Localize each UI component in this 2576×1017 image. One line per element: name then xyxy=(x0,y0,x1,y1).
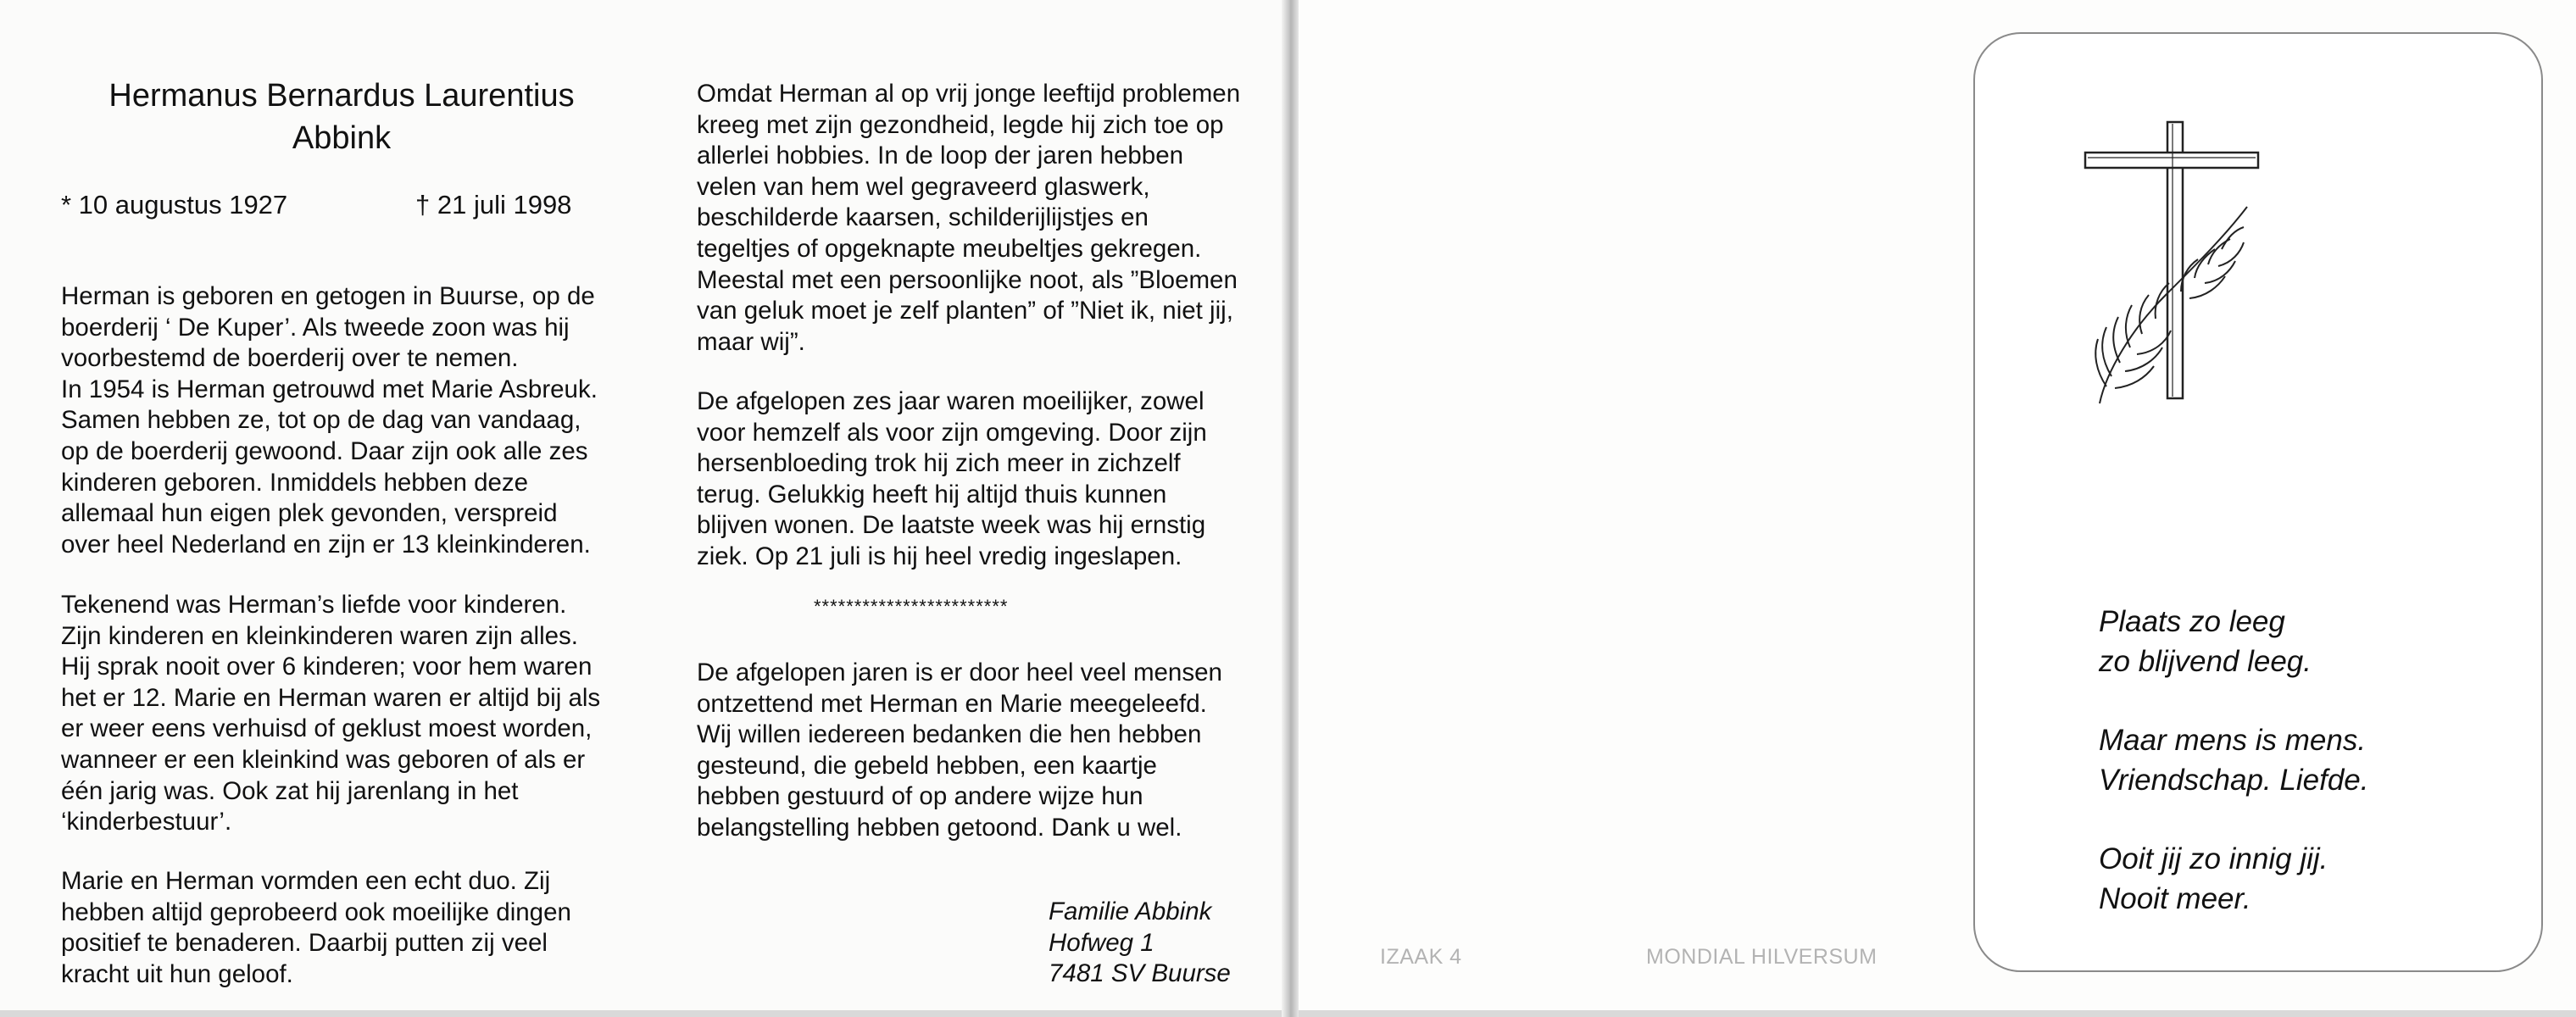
thank-you-text: De afgelopen jaren is er door heel veel mensen ontzettend met Herman en Marie meegeleefd. Wij willen iedereen bedanken die hen hebben gesteund, die gebeld hebben, een kaartje hebben gestuurd of op andere wijze hun belangstelling hebben getoond. Dank u wel. xyxy=(697,659,1222,842)
deceased-name xyxy=(61,75,622,159)
poem-stanza: Plaats zo leeg zo blijvend leeg. xyxy=(2099,605,2312,678)
biography-paragraph: Marie en Herman vormden een echt duo. Zij hebben altijd geprobeerd ook moeilijke dingen positief te benaderen. Daarbij putten zij veel kracht uit hun geloof. xyxy=(61,867,571,988)
biography-column-1 xyxy=(61,281,646,560)
biography-column-2 xyxy=(697,79,1282,358)
printer-code: IZAAK 4 xyxy=(1380,945,1462,969)
page-fold xyxy=(1282,0,1299,1017)
biography-column-1-part-3 xyxy=(61,866,646,990)
poem-stanza: Ooit jij zo innig jij. Nooit meer. xyxy=(2099,842,2328,915)
cross-with-palm-branch-icon xyxy=(2081,117,2276,414)
biography-paragraph: Tekenend was Herman’s liefde voor kinderen. Zijn kinderen en kleinkinderen waren zijn alles. Hij sprak nooit over 6 kinderen; voor hem waren het er 12. Marie en Herman waren er altijd bij als er weer eens verhuisd of geklust moest worden, wanneer er een kleinkind was geboren of als er één jarig was. Ook zat hij jarenlang in het ‘kinderbestuur’. xyxy=(61,591,601,836)
biography-paragraph: Omdat Herman al op vrij jonge leeftijd problemen kreeg met zijn gezondheid, legde hij zich toe op allerlei hobbies. In de loop der jaren hebben velen van hem wel gegraveerd glaswerk, beschilderde kaarsen, schilderijlijstjes en tegeltjes of opgeknapte meubeltjes gekregen. Meestal met een persoonlijke noot, als ”Bloemen van geluk moet je zelf planten” of ”Niet ik, niet jij, maar wij”. xyxy=(697,80,1241,356)
biography-paragraph: Herman is geboren en getogen in Buurse, op de boerderij ‘ De Kuper’. Als tweede zoon was hij voorbestemd de boerderij over te nemen. In 1954 is Herman getrouwd met Marie Asbreuk. Samen hebben ze, tot op de dag van vandaag, op de boerderij gewoond. Daar zijn ook alle zes kinderen geboren. Inmiddels hebben deze allemaal hun eigen plek gevonden, verspreid over heel Nederland en zijn er 13 kleinkinderen. xyxy=(61,282,598,559)
separator-stars: ************************ xyxy=(814,596,1009,617)
biography-paragraph: De afgelopen zes jaar waren moeilijker, zowel voor hemzelf als voor zijn omgeving. Door zijn hersenbloeding trok hij zich meer in zichzelf terug. Gelukkig heeft hij altijd thuis kunnen blijven wonen. De laatste week was hij ernstig ziek. Op 21 juli is hij heel vredig ingeslapen. xyxy=(697,387,1207,570)
biography-column-1-part-2 xyxy=(61,590,646,838)
poem-stanza: Maar mens is mens. Vriendschap. Liefde. xyxy=(2099,724,2369,797)
birth-date: * 10 augustus 1927 xyxy=(61,190,288,220)
printer-name: MONDIAL HILVERSUM xyxy=(1646,945,1878,969)
biography-column-2-part-2 xyxy=(697,386,1282,573)
memorial-poem xyxy=(2099,602,2368,958)
thank-you-paragraph xyxy=(697,658,1282,844)
deceased-name-text: Hermanus Bernardus Laurentius Abbink xyxy=(108,78,575,156)
death-date: † 21 juli 1998 xyxy=(415,190,572,220)
family-signature: Familie Abbink Hofweg 1 7481 SV Buurse xyxy=(1049,898,1231,988)
